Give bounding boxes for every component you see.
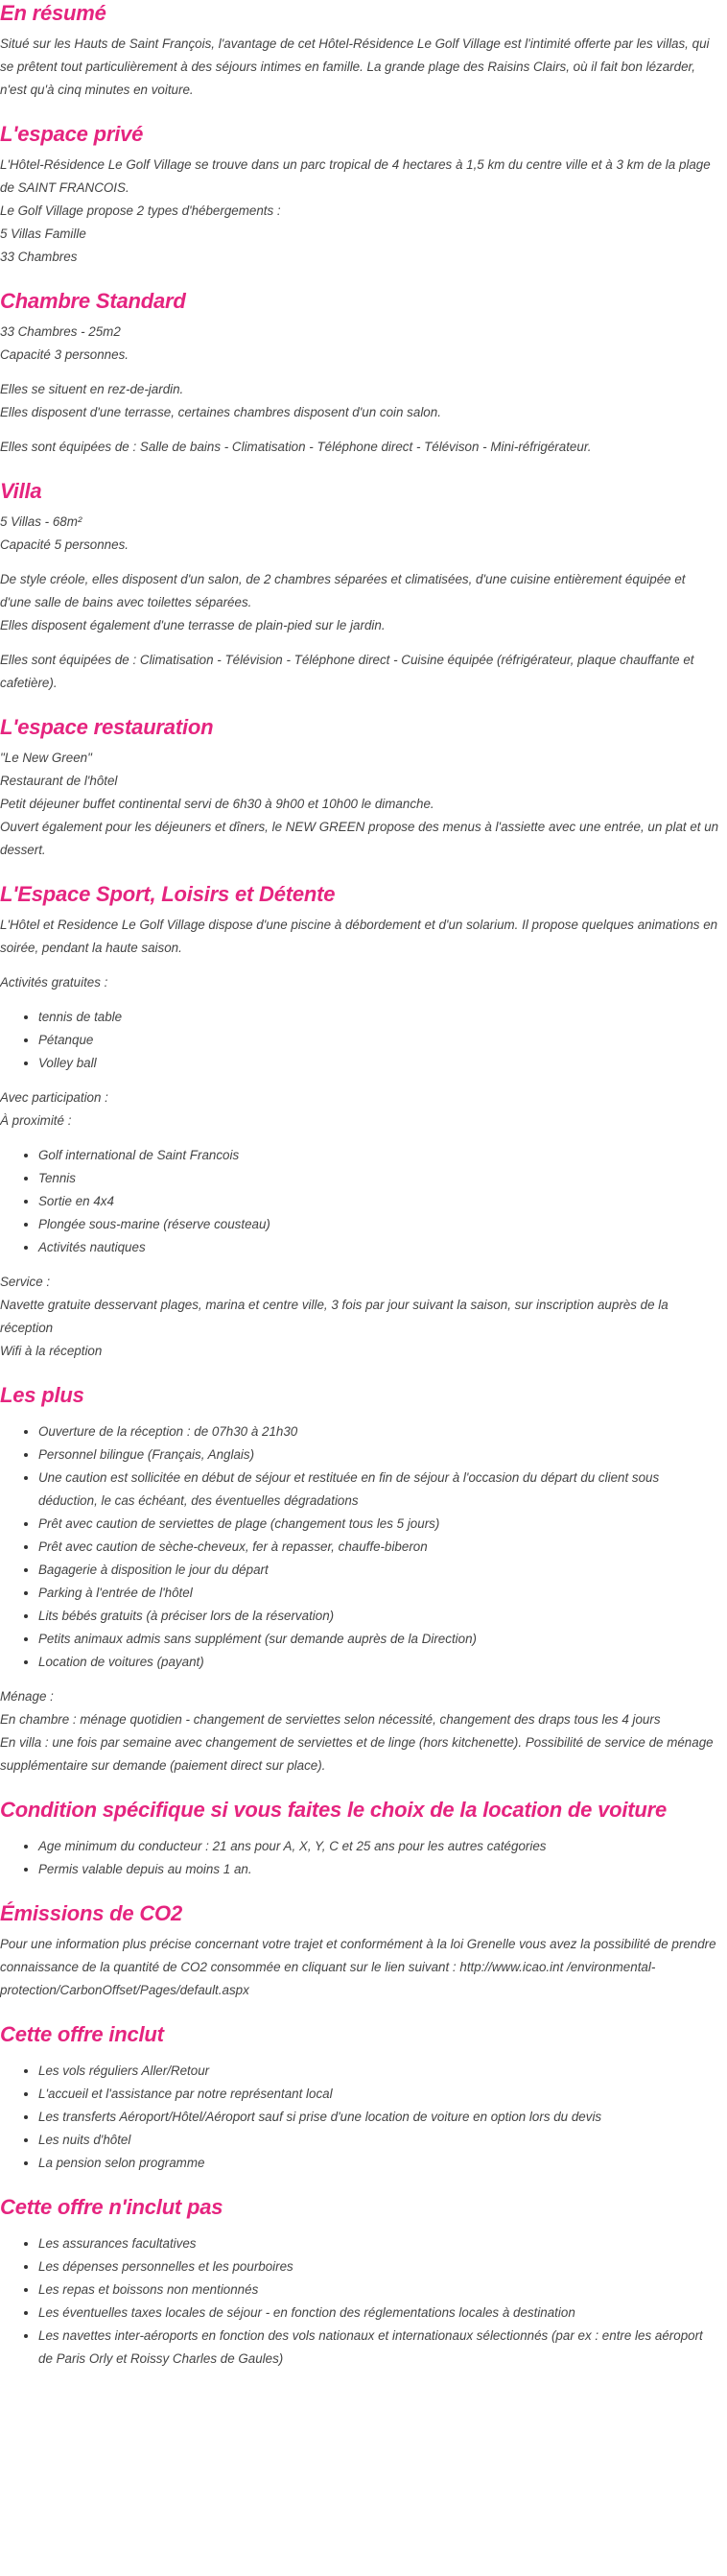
section-title: Condition spécifique si vous faites le choix de la location de voiture xyxy=(0,1798,668,1822)
co2-text: Pour une information plus précise concernant votre trajet et conformément à la loi Grenelle vous avez la possibilité de prendre connaissance de la quantité de CO2 consommée en cliquant sur le lien suivant : http://www.icao.int /environmental-protection/CarbonOffset/Pages/default.aspx xyxy=(0,1937,716,1997)
section-title: Chambre Standard xyxy=(0,289,186,313)
inclut-list xyxy=(0,2060,719,2175)
list-item: • Ouverture de la réception : de 07h30 à 21h30 xyxy=(38,1420,719,1443)
text-line: Le Golf Village propose 2 types d'hébergements : xyxy=(0,203,281,218)
condition-list xyxy=(0,1835,719,1881)
text-line: Restaurant de l'hôtel xyxy=(0,774,118,788)
list-item: • Plongée sous-marine (réserve cousteau) xyxy=(38,1213,719,1236)
section-offre-inclut-pas xyxy=(0,2194,719,2371)
section-condition-location xyxy=(0,1797,719,1881)
section-restauration xyxy=(0,714,719,862)
list-item: • tennis de table xyxy=(38,1006,719,1029)
list-item: • Age minimum du conducteur : 21 ans pour A, X, Y, C et 25 ans pour les autres catégories xyxy=(38,1835,719,1858)
plus-list xyxy=(0,1420,719,1674)
chambre-summary xyxy=(0,321,719,367)
section-title: Cette offre inclut xyxy=(0,2022,164,2046)
list-item: • Les nuits d'hôtel xyxy=(38,2129,719,2152)
list-item: • Prêt avec caution de sèche-cheveux, fer à repasser, chauffe-biberon xyxy=(38,1536,719,1559)
text-line: De style créole, elles disposent d'un salon, de 2 chambres séparées et climatisées, d'une cuisine entièrement équipée et d'une salle de bains avec toilettes séparées. xyxy=(0,572,686,609)
section-title: Villa xyxy=(0,479,42,503)
list-item: • Volley ball xyxy=(38,1052,719,1075)
section-sport-loisirs xyxy=(0,881,719,1363)
text-line: En villa : une fois par semaine avec changement de serviettes et de linge (hors kitchenette). Possibilité de service de ménage supplémentaire sur demande (paiement direct sur place). xyxy=(0,1735,714,1773)
list-item: • Les transferts Aéroport/Hôtel/Aéroport sauf si prise d'une location de voiture en option lors du devis xyxy=(38,2106,719,2129)
resume-text: Situé sur les Hauts de Saint François, l'avantage de cet Hôtel-Résidence Le Golf Village est l'intimité offerte par les villas, qui se prêtent tout particulièrement à des séjours intimes en famille. La grande plage des Raisins Clairs, où il fait bon lézarder, n'est qu'à cinq minutes en voiture. xyxy=(0,36,710,97)
text-line: Elles disposent également d'une terrasse de plain-pied sur le jardin. xyxy=(0,618,386,632)
section-chambre-standard xyxy=(0,288,719,459)
section-offre-inclut xyxy=(0,2021,719,2175)
proximite-list xyxy=(0,1144,719,1259)
list-item: • La pension selon programme xyxy=(38,2152,719,2175)
proximite-label: À proximité : xyxy=(0,1113,72,1128)
chambre-details xyxy=(0,378,719,424)
section-les-plus xyxy=(0,1382,719,1777)
restauration-text xyxy=(0,747,719,862)
section-resume xyxy=(0,0,719,102)
list-item: • Tennis xyxy=(38,1167,719,1190)
section-espace-prive xyxy=(0,121,719,269)
section-title: L'Espace Sport, Loisirs et Détente xyxy=(0,882,336,906)
section-title: Les plus xyxy=(0,1383,84,1407)
text-line: L'Hôtel-Résidence Le Golf Village se trouve dans un parc tropical de 4 hectares à 1,5 km du centre ville et à 3 km de la plage de SAINT FRANCOIS. xyxy=(0,157,711,195)
list-item: • Golf international de Saint Francois xyxy=(38,1144,719,1167)
activites-gratuites-list xyxy=(0,1006,719,1075)
list-item: • Prêt avec caution de serviettes de plage (changement tous les 5 jours) xyxy=(38,1513,719,1536)
section-title: L'espace privé xyxy=(0,122,144,146)
villa-summary xyxy=(0,511,719,557)
list-item: • Petits animaux admis sans supplément (sur demande auprès de la Direction) xyxy=(38,1628,719,1651)
list-item: • Lits bébés gratuits (à préciser lors de la réservation) xyxy=(38,1605,719,1628)
activites-gratuites-label: Activités gratuites : xyxy=(0,975,108,990)
list-item: • Les vols réguliers Aller/Retour xyxy=(38,2060,719,2083)
text-line: 5 Villas Famille xyxy=(0,227,86,241)
villa-equipment: Elles sont équipées de : Climatisation - Télévision - Téléphone direct - Cuisine équipée (réfrigérateur, plaque chauffante et cafetière). xyxy=(0,653,694,690)
text-line: Wifi à la réception xyxy=(0,1344,103,1358)
list-item: • Location de voitures (payant) xyxy=(38,1651,719,1674)
participation-label: Avec participation : xyxy=(0,1090,108,1105)
list-item: • Une caution est sollicitée en début de séjour et restituée en fin de séjour à l'occasion du départ du client sous déduction, le cas échéant, des éventuelles dégradations xyxy=(38,1467,719,1513)
text-line: Elles disposent d'une terrasse, certaines chambres disposent d'un coin salon. xyxy=(0,405,441,419)
section-emissions-co2 xyxy=(0,1900,719,2002)
text-line: Navette gratuite desservant plages, marina et centre ville, 3 fois par jour suivant la saison, sur inscription auprès de la réception xyxy=(0,1298,668,1335)
section-villa xyxy=(0,478,719,695)
participation-labels xyxy=(0,1086,719,1133)
chambre-equipment: Elles sont équipées de : Salle de bains - Climatisation - Téléphone direct - Télévison - Mini-réfrigérateur. xyxy=(0,440,592,454)
list-item: • Activités nautiques xyxy=(38,1236,719,1259)
text-line: 33 Chambres xyxy=(0,250,78,264)
list-item: • Pétanque xyxy=(38,1029,719,1052)
section-title: Cette offre n'inclut pas xyxy=(0,2195,223,2219)
service-text xyxy=(0,1271,719,1363)
section-title: En résumé xyxy=(0,1,106,25)
text-line: En chambre : ménage quotidien - changement de serviettes selon nécessité, changement des draps tous les 4 jours xyxy=(0,1712,661,1727)
text-line: Capacité 5 personnes. xyxy=(0,537,129,552)
text-line: Service : xyxy=(0,1275,51,1289)
text-line: Ménage : xyxy=(0,1689,54,1704)
espace-prive-text xyxy=(0,154,719,269)
section-title: Émissions de CO2 xyxy=(0,1901,182,1925)
list-item: • Bagagerie à disposition le jour du départ xyxy=(38,1559,719,1582)
list-item: • Les repas et boissons non mentionnés xyxy=(38,2278,719,2302)
section-title: L'espace restauration xyxy=(0,715,214,739)
text-line: Capacité 3 personnes. xyxy=(0,347,129,362)
list-item: • Les éventuelles taxes locales de séjour - en fonction des réglementations locales à destination xyxy=(38,2302,719,2325)
text-line: 33 Chambres - 25m2 xyxy=(0,324,121,339)
list-item: • Permis valable depuis au moins 1 an. xyxy=(38,1858,719,1881)
text-line: "Le New Green" xyxy=(0,751,92,765)
text-line: Petit déjeuner buffet continental servi de 6h30 à 9h00 et 10h00 le dimanche. xyxy=(0,797,434,811)
list-item: • L'accueil et l'assistance par notre représentant local xyxy=(38,2083,719,2106)
list-item: • Sortie en 4x4 xyxy=(38,1190,719,1213)
list-item: • Parking à l'entrée de l'hôtel xyxy=(38,1582,719,1605)
sport-intro: L'Hôtel et Residence Le Golf Village dispose d'une piscine à débordement et d'un solarium. Il propose quelques animations en soirée, pendant la haute saison. xyxy=(0,918,718,955)
text-line: Elles se situent en rez-de-jardin. xyxy=(0,382,184,396)
inclut-pas-list xyxy=(0,2232,719,2371)
text-line: Ouvert également pour les déjeuners et dîners, le NEW GREEN propose des menus à l'assiette avec une entrée, un plat et un dessert. xyxy=(0,820,719,857)
text-line: 5 Villas - 68m² xyxy=(0,514,82,529)
villa-details xyxy=(0,568,719,637)
list-item: • Personnel bilingue (Français, Anglais) xyxy=(38,1443,719,1467)
list-item: • Les navettes inter-aéroports en fonction des vols nationaux et internationaux sélectionnés (par ex : entre les aéroport de Paris Orly et Roissy Charles de Gaules) xyxy=(38,2325,719,2371)
menage-text xyxy=(0,1685,719,1777)
list-item: • Les dépenses personnelles et les pourboires xyxy=(38,2255,719,2278)
list-item: • Les assurances facultatives xyxy=(38,2232,719,2255)
